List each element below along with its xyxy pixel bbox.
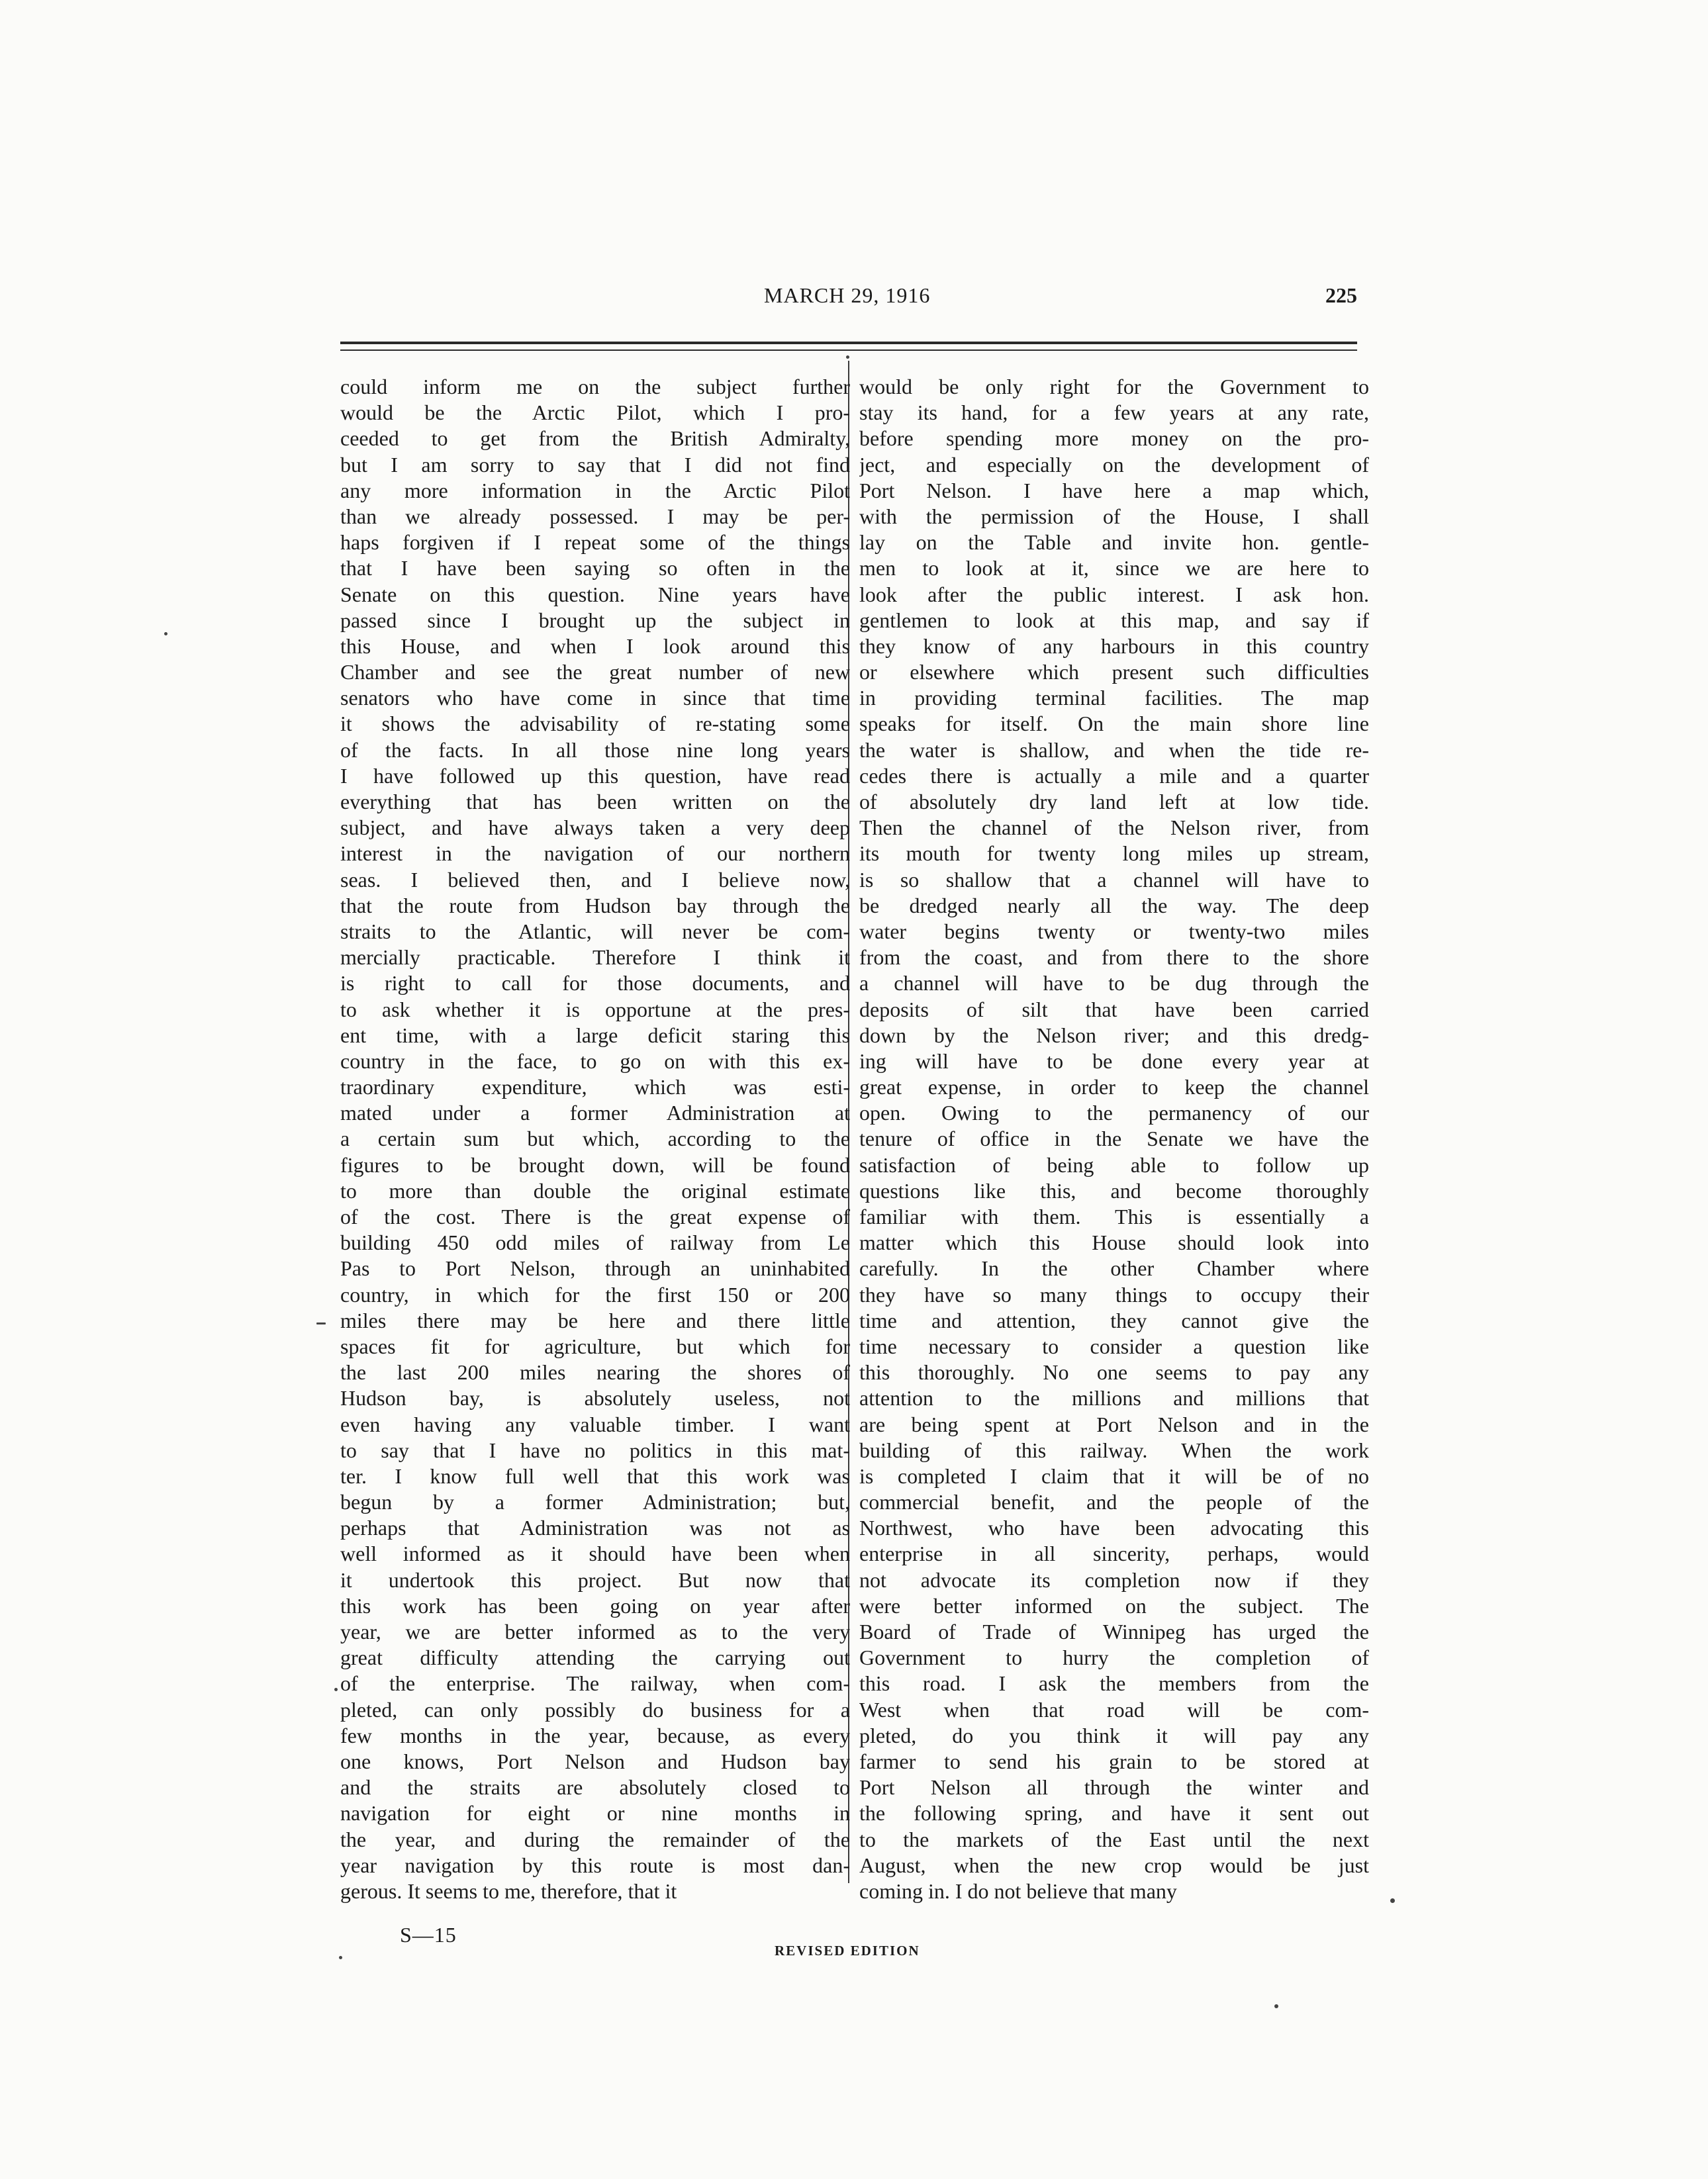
text-line: perhaps that Administration was not as [340, 1516, 850, 1540]
text-line: from the coast, and from there to the shore [859, 945, 1369, 970]
text-line: speaks for itself. On the main shore line [859, 712, 1369, 736]
scan-speck [334, 1688, 338, 1691]
text-line: well informed as it should have been when [340, 1542, 850, 1566]
text-line: a channel will have to be dug through the [859, 971, 1369, 996]
text-line: deposits of silt that have been carried [859, 997, 1369, 1021]
text-line: were better informed on the subject. The [859, 1593, 1369, 1618]
text-line: to ask whether it is opportune at the pres- [340, 997, 850, 1021]
text-line: August, when the new crop would be just [859, 1853, 1369, 1877]
scan-speck [846, 355, 849, 359]
text-line: the water is shallow, and when the tide re- [859, 737, 1369, 762]
text-line: building 450 odd miles of railway from Le [340, 1230, 850, 1255]
text-line: haps forgiven if I repeat some of the things [340, 530, 850, 555]
text-line: pleted, do you think it will pay any [859, 1723, 1369, 1747]
scan-speck [339, 1956, 342, 1959]
text-line: is right to call for those documents, and [340, 971, 850, 996]
text-line: be dredged nearly all the way. The deep [859, 893, 1369, 917]
text-line: lay on the Table and invite hon. gentle- [859, 530, 1369, 555]
text-line: enterprise in all sincerity, perhaps, would [859, 1542, 1369, 1566]
left-column [340, 374, 850, 1904]
text-line: is so shallow that a channel will have to [859, 867, 1369, 892]
text-line: familiar with them. This is essentially a [859, 1205, 1369, 1229]
text-line: look after the public interest. I ask hon. [859, 582, 1369, 606]
scan-speck [1274, 2004, 1278, 2008]
text-line: Northwest, who have been advocating this [859, 1516, 1369, 1540]
text-line: mated under a former Administration at [340, 1101, 850, 1125]
text-line: Port Nelson. I have here a map which, [859, 478, 1369, 502]
text-line: or elsewhere which present such difficulties [859, 660, 1369, 684]
text-line: ent time, with a large deficit staring this [340, 1023, 850, 1047]
text-line: men to look at it, since we are here to [859, 556, 1369, 580]
text-line: pleted, can only possibly do business for a [340, 1697, 850, 1722]
text-line: water begins twenty or twenty-two miles [859, 919, 1369, 943]
text-line: great expense, in order to keep the channel [859, 1075, 1369, 1099]
text-line: this House, and when I look around this [340, 633, 850, 658]
text-line: year, we are better informed as to the very [340, 1620, 850, 1644]
text-line: the last 200 miles nearing the shores of [340, 1360, 850, 1385]
text-line: tenure of office in the Senate we have the [859, 1127, 1369, 1151]
text-line: year navigation by this route is most dan- [340, 1853, 850, 1877]
text-line: great difficulty attending the carrying out [340, 1646, 850, 1670]
text-line: time and attention, they cannot give the [859, 1308, 1369, 1332]
text-line: not advocate its completion now if they [859, 1567, 1369, 1592]
text-line: time necessary to consider a question like [859, 1334, 1369, 1358]
text-line: of absolutely dry land left at low tide. [859, 790, 1369, 813]
text-line: building of this railway. When the work [859, 1438, 1369, 1462]
text-line: ing will have to be done every year at [859, 1048, 1369, 1073]
text-line: senators who have come in since that time [340, 686, 850, 710]
text-line: they know of any harbours in this country [859, 633, 1369, 658]
page-number: 225 [1325, 283, 1357, 307]
text-line: few months in the year, because, as every [340, 1723, 850, 1747]
text-line: West when that road will be com- [859, 1697, 1369, 1722]
text-line: are being spent at Port Nelson and in the [859, 1412, 1369, 1436]
text-line: carefully. In the other Chamber where [859, 1256, 1369, 1281]
header-rule-thin [340, 349, 1357, 351]
header-rule-thick [340, 342, 1357, 344]
text-line: seas. I believed then, and I believe now, [340, 867, 850, 892]
text-line: to say that I have no politics in this mat- [340, 1438, 850, 1462]
text-line: subject, and have always taken a very deep [340, 815, 850, 840]
text-line: country in the face, to go on with this ex- [340, 1048, 850, 1073]
text-line: but I am sorry to say that I did not find [340, 452, 850, 477]
text-line: gerous. It seems to me, therefore, that it [340, 1878, 677, 1903]
text-line: would be only right for the Government to [859, 375, 1369, 398]
right-column [859, 374, 1369, 1904]
text-line: commercial benefit, and the people of the [859, 1490, 1369, 1514]
text-line: Senate on this question. Nine years have [340, 582, 850, 606]
text-line: is completed I claim that it will be of no [859, 1463, 1369, 1488]
text-line: straits to the Atlantic, will never be com- [340, 919, 850, 943]
text-line: Chamber and see the great number of new [340, 660, 850, 684]
text-line: country, in which for the first 150 or 200 [340, 1282, 850, 1307]
text-line: one knows, Port Nelson and Hudson bay [340, 1749, 850, 1773]
signature-mark: S—15 [400, 1923, 457, 1947]
text-line: of the facts. In all those nine long years [340, 737, 850, 762]
text-line: interest in the navigation of our northern [340, 841, 850, 866]
text-line: ject, and especially on the development of [859, 452, 1369, 477]
text-line: attention to the millions and millions that [859, 1386, 1369, 1411]
text-line: mercially practicable. Therefore I think it [340, 945, 850, 970]
text-line: gentlemen to look at this map, and say if [859, 608, 1369, 632]
text-line: ter. I know full well that this work was [340, 1463, 850, 1488]
page-header [340, 283, 1357, 316]
text-line: begun by a former Administration; but, [340, 1490, 850, 1514]
text-line: it shows the advisability of re-stating some [340, 712, 850, 736]
text-line: of the cost. There is the great expense of [340, 1205, 850, 1229]
scan-speck [316, 1322, 326, 1324]
text-line: could inform me on the subject further [340, 375, 850, 398]
text-line: this road. I ask the members from the [859, 1671, 1369, 1696]
edition-label: REVISED EDITION [775, 1943, 920, 1959]
text-line: a certain sum but which, according to the [340, 1127, 850, 1151]
text-line: down by the Nelson river; and this dredg- [859, 1023, 1369, 1047]
text-line: with the permission of the House, I shall [859, 504, 1369, 528]
text-line: Government to hurry the completion of [859, 1646, 1369, 1670]
text-line: any more information in the Arctic Pilot [340, 478, 850, 502]
text-line: in providing terminal facilities. The map [859, 686, 1369, 710]
text-line: ceeded to get from the British Admiralty, [340, 426, 850, 451]
text-line: stay its hand, for a few years at any rate, [859, 400, 1369, 425]
text-line: its mouth for twenty long miles up stream, [859, 841, 1369, 866]
text-line: it undertook this project. But now that [340, 1567, 850, 1592]
text-line: figures to be brought down, will be found [340, 1152, 850, 1177]
scan-speck [1390, 1898, 1395, 1903]
text-line: Pas to Port Nelson, through an uninhabited [340, 1256, 850, 1281]
text-line: to the markets of the East until the next [859, 1827, 1369, 1851]
text-line: coming in. I do not believe that many [859, 1878, 1177, 1903]
text-line: matter which this House should look into [859, 1230, 1369, 1255]
text-line: open. Owing to the permanency of our [859, 1101, 1369, 1125]
text-line: than we already possessed. I may be per- [340, 504, 850, 528]
text-line: would be the Arctic Pilot, which I pro- [340, 400, 850, 425]
text-line: Board of Trade of Winnipeg has urged the [859, 1620, 1369, 1644]
text-line: questions like this, and become thoroughly [859, 1178, 1369, 1203]
text-line: Then the channel of the Nelson river, from [859, 815, 1369, 840]
text-line: farmer to send his grain to be stored at [859, 1749, 1369, 1773]
text-line: satisfaction of being able to follow up [859, 1152, 1369, 1177]
text-line: that the route from Hudson bay through the [340, 893, 850, 917]
text-line: cedes there is actually a mile and a quarter [859, 763, 1369, 788]
text-line: to more than double the original estimate [340, 1178, 850, 1203]
text-line: navigation for eight or nine months in [340, 1801, 850, 1826]
text-line: Port Nelson all through the winter and [859, 1775, 1369, 1800]
text-line: passed since I brought up the subject in [340, 608, 850, 632]
text-line: even having any valuable timber. I want [340, 1412, 850, 1436]
text-line: miles there may be here and there little [340, 1308, 850, 1332]
scan-speck [164, 632, 167, 635]
text-line: this thoroughly. No one seems to pay any [859, 1360, 1369, 1385]
text-line: Hudson bay, is absolutely useless, not [340, 1386, 850, 1411]
text-line: spaces fit for agriculture, but which for [340, 1334, 850, 1358]
text-line: they have so many things to occupy their [859, 1282, 1369, 1307]
text-line: this work has been going on year after [340, 1593, 850, 1618]
text-line: of the enterprise. The railway, when com- [340, 1671, 850, 1696]
running-title: MARCH 29, 1916 [764, 283, 931, 307]
text-line: traordinary expenditure, which was esti- [340, 1075, 850, 1099]
text-line: that I have been saying so often in the [340, 556, 850, 580]
text-line: everything that has been written on the [340, 790, 850, 813]
text-line: the following spring, and have it sent out [859, 1801, 1369, 1826]
text-line: before spending more money on the pro- [859, 426, 1369, 451]
text-line: the year, and during the remainder of the [340, 1827, 850, 1851]
text-line: and the straits are absolutely closed to [340, 1775, 850, 1800]
text-line: I have followed up this question, have read [340, 763, 850, 788]
